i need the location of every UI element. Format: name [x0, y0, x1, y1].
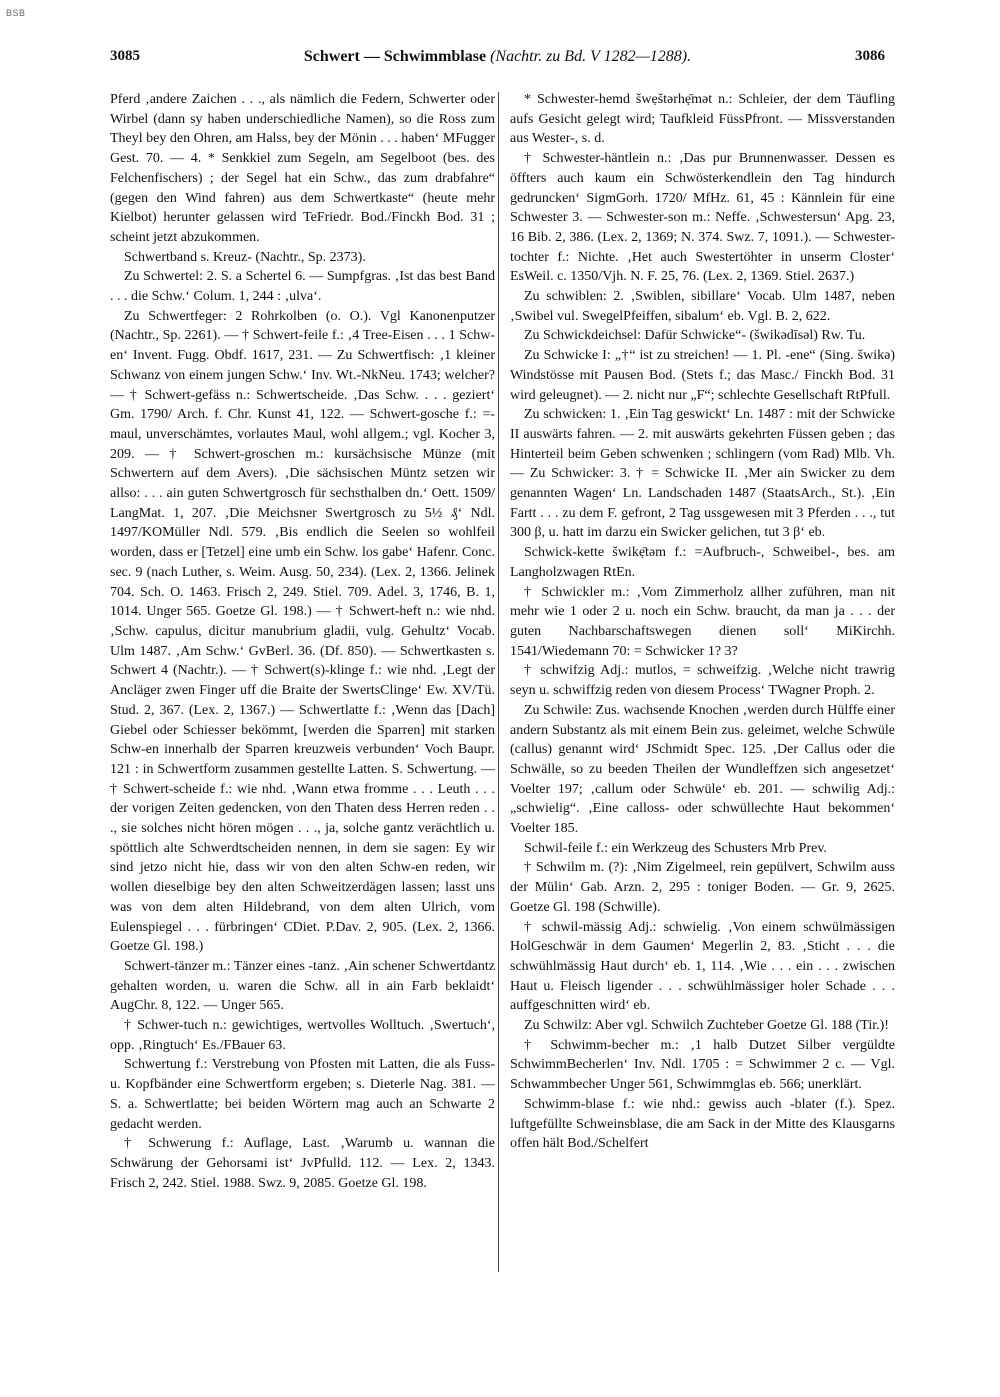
- entry-paragraph: † Schwilm m. (?): ‚Nim Zigelmeel, rein gepülvert, Schwilm auss der Mülin‘ Gab. Arzn. 2, 295 : toniger Boden. — Gr. 9, 2625. Goetze Gl. 198 (Schwille).: [510, 860, 895, 915]
- running-title-note: (Nachtr. zu Bd. V 1282—1288).: [490, 48, 692, 65]
- entry-paragraph: Schwertband s. Kreuz- (Nachtr., Sp. 2373).: [124, 249, 366, 265]
- entry-paragraph: Zu schwicken: 1. ‚Ein Tag geswickt‘ Ln. 1487 : mit der Schwicke II auswärts fahren. — 2. mit auswärts gekehrten Füssen geben ; das Hinterteil beim Geben schwenken ; schlingern (vom Rad) Mlb. Vh. — Zu Schwicker: 3. † = Schwicke II. ‚Mer ain Swicker zu dem genannten Wagen‘ Ln. Landschaden 1487 (StaatsArch., St.). ‚Ein Fartt . . . zu dem F. gefront, 2 Tag ussgewesen mit 3 Pferden . . ., tut 300 β, u. hatt im darzu ein Swicker gelichen, tut 3 β‘ eb.: [510, 407, 895, 541]
- entry-paragraph: Zu Schwile: Zus. wachsende Knochen ‚werden durch Hülffe einer andern Substantz als mit einem Bein zus. geleimet, welche Schwüle (callus) genannt wird‘ JSchmidt Spec. 125. ‚Der Callus oder die Schwälle, so zu beeden Theilen der Wundleffzen sich angesetzet‘ Voelter 197; ‚callum oder Schwüle‘ eb. 201. — schwilig Adj.: „schwielig“. ‚Eine calloss- oder schwüllechte Haut bekommen‘ Voelter 185.: [510, 702, 895, 837]
- entry-paragraph: † Schwickler m.: ‚Vom Zimmerholz allher zuführen, man nit mehr wie 1 oder 2 u. noch ein Schw. braucht, da man ja . . . der guten Nachbarschaftswegen dienen soll‘ MiKirchh. 1541/Wiedemann 70: = Schwicker 1? 3?: [510, 584, 895, 659]
- entry-paragraph: Zu Schwertfeger: 2 Rohrkolben (o. O.). Vgl Kanonenputzer (Nachtr., Sp. 2261). — † Schwert-feile f.: ‚4 Tree-Eisen . . . 1 Schw-en‘ Invent. Fugg. Obdf. 1617, 231. — Zu Schwertfisch: ‚1 kleiner Schwanz von einem jungen Schw.‘ Inv. Wt.-NkNeu. 1743; welcher? — † Schwert-gefäss n.: Schwertscheide. ‚Das Schw. . . . geziert‘ Gm. 1790/ Arch. f. Chr. Kunst 41, 122. — Schwert-gosche f.: =-maul, unverschämtes, vorlautes Maul, wohl allgem.; vgl. Kocher 3, 209. — † Schwert-groschen m.: kursächsische Münze (mit Schwertern auf dem Avers). ‚Die sächsischen Müntz setzen wir allso: . . . ain guten Schwertgrosch für sechsthalben dn.‘ Oett. 1509/ LangMat. 1, 207. ‚Die Meichsner Swertgrosch zu 5½ ₰‘ Ndl. 1497/KOMüller Ndl. 579. ‚Bis endlich die Seelen so wohlfeil worden, dass er [Tetzel] eine umb ein Schw. los gabe‘ Hafenr. Conc. sec. 9 (nach Luther, s. Weim. Ausg. 50, 234). (Lex. 2, 1366. Jelinek 704. Sch. O. 1463. Frisch 2, 249. Stiel. 709. Adel. 3, 1746, B. 1, 1014. Unger 565. Goetze Gl. 198.) — † Schwert-heft n.: wie nhd. ‚Schw. capulus, dicitur manubrium gladii, vulg. Gehultz‘ Vocab. Ulm 1487. ‚Am Schw.‘ GvBerl. 36. (Df. 850). — Schwertkasten s. Schwert 4 (Nachtr.). — † Schwert(s)-klinge f.: wie nhd. ‚Legt der Ancläger zwen Finger uff die Braite der SwertsClinge‘ Ew. XV/Tü. Stud. 2, 367. (Lex. 2, 1367.) — Schwertlatte f.: ‚Wenn das [Dach] Giebel oder Schiesser bekömmt, [werden die Sparren] mit starken Schw-en innerhalb der Sparren kreuzweis verbunden‘ Voch Baupr. 121 : in Schwertform zusammen gestellte Latten. S. Schwertung. — † Schwert-scheide f.: wie nhd. ‚Wann etwa fromme . . . Leuth . . . der vorigen Zeiten gedencken, von den Thaten dess Herren reden . . ., sie solches nicht hören mögen . . ., ja, solche gantz verächtlich u. spöttlich alte Schwerdtscheiden nennen, in dem sie sagen: Ey wir sind jetzo nicht hie, dass wir von den alten Schw-en reden, wir wollen dieselbige bey den alten Schweitzerdägen lassen; lasst uns was von dem alten Hildebrand, von dem alten Ulrich, vom Eulenspiegel . . . fürbringen‘ CDiet. P.Dav. 2, 905. (Lex. 2, 1366. Goetze Gl. 198.): [110, 308, 495, 955]
- page-number-right: 3086: [855, 48, 885, 64]
- entry-paragraph: Zu Schwickdeichsel: Dafür Schwicke“- (šwikədīsəl) Rw. Tu.: [524, 328, 866, 344]
- running-title-main: Schwert — Schwimmblase: [303, 48, 487, 65]
- entry-paragraph: Schwil-feile f.: ein Werkzeug des Schusters Mrb Prev.: [524, 840, 827, 856]
- entry-paragraph: Zu Schwilz: Aber vgl. Schwilch Zuchteber Goetze Gl. 188 (Tir.)!: [524, 1018, 889, 1034]
- library-mark: BSB: [6, 8, 26, 18]
- entry-paragraph: * Schwester-hemd šwẹštərhẹ̄mət n.: Schleier, der dem Täufling aufs Gesicht gelegt wird; Taufkleid FüssPfront. — Missverstanden aus Wester-, s. d.: [510, 92, 895, 147]
- entry-paragraph: † schwil-mässig Adj.: schwielig. ‚Von einem schwülmässigen HolGeschwär in dem Gaumen‘ Megerlin 2, 83. ‚Sticht . . . die schwühlmässig Haut durch‘ eb. 1, 114. ‚Wie . . . ein . . . zwischen Haut u. Fleisch ligender . . . schwühlmässiger holer Schade . . . auffgeschnitten wird‘ eb.: [510, 919, 895, 1014]
- entry-paragraph: † Schwester-häntlein n.: ‚Das pur Brunnenwasser. Dessen es öffters auch kaum ein Schwösterkendlein den Tag hindurch gedruncken‘ SigmGorh. 1720/ MfHz. 61, 45 : Kännlein für eine Schwester 3. — Schwester-son m.: Neffe. ‚Schwestersun‘ Apg. 23, 16 Bib. 2, 386. (Lex. 2, 1369; N. 374. Swz. 7, 1091.). — Schwester-tochter f.: Nichte. ‚Het auch Swestertöhter in unserm Closter‘ EsWeil. c. 1350/Vjh. N. F. 25, 76. (Lex. 2, 1369. Stiel. 2637.): [510, 151, 895, 285]
- right-column: [510, 90, 895, 1154]
- entry-paragraph: Pferd ‚andere Zaichen . . ., als nämlich die Federn, Schwerter oder Wirbel (dann sy haben underschiedliche Namen), so die Ross zum Theyl bey den Ohren, am Halss, bey der Mönin . . . haben‘ MFugger Gest. 70. — 4. * Senkkiel zum Segeln, am Segelboot (bes. des Felchenfischers) ; der Segel hat ein Schw., das zum drabfahre“ (gegen den Wind fahren) aus dem Schwertkaste“ (heute mehr Kielbot) herunter gelassen wird TeFriedr. Bod./Finckh Bod. 31 ; scheint jetzt abzukommen.: [110, 92, 495, 245]
- column-divider: [498, 92, 499, 1272]
- page-header: [110, 48, 885, 70]
- entry-paragraph: † Schwimm-becher m.: ‚1 halb Dutzet Silber vergüldte SchwimmBecherlen‘ Inv. Ndl. 1705 : = Schwimmer 2 c. — Vgl. Schwammbecher Unger 561, Schwimmglas eb. 566; unerklärt.: [510, 1037, 895, 1093]
- running-title: [110, 48, 885, 66]
- entry-paragraph: † Schwer-tuch n.: gewichtiges, wertvolles Wolltuch. ‚Swertuch‘, opp. ‚Ringtuch‘ Es./FBauer 63.: [110, 1018, 495, 1053]
- entry-paragraph: Schwick-kette šwikẹ̄təm f.: =Aufbruch-, Schweibel-, bes. am Langholzwagen RtEn.: [510, 545, 895, 580]
- entry-paragraph: Zu Schwertel: 2. S. a Schertel 6. — Sumpfgras. ‚Ist das best Band . . . die Schw.‘ Colum. 1, 244 : ‚ulva‘.: [110, 269, 495, 305]
- entry-paragraph: Schwertung f.: Verstrebung von Pfosten mit Latten, die als Fuss- u. Kopfbänder eine Schwertform ergeben; s. Dieterle Nag. 381. — S. a. Schwertlatte; bei beiden Wörtern mag auch an Schwarte 2 gedacht werden.: [110, 1057, 495, 1132]
- entry-paragraph: Schwimm-blase f.: wie nhd.: gewiss auch -blater (f.). Spez. luftgefüllte Schweinsblase, die am Sack in der Mitte des Klausgarns offen hält Bod./Schelfert: [510, 1096, 895, 1152]
- entry-paragraph: † schwifzig Adj.: mutlos, = schweifzig. ‚Welche nicht trawrig seyn u. schwiffzig reden von diesem Process‘ TWagner Proph. 2.: [510, 663, 895, 699]
- left-column: [110, 90, 495, 1193]
- entry-paragraph: † Schwerung f.: Auflage, Last. ‚Warumb u. wannan die Schwärung der Gehorsami ist‘ JvPfulld. 112. — Lex. 2, 1343. Frisch 2, 242. Stiel. 1988. Swz. 9, 2085. Goetze Gl. 198.: [110, 1136, 495, 1191]
- entry-paragraph: Schwert-tänzer m.: Tänzer eines -tanz. ‚Ain schener Schwertdantz gehalten worden, u. waren die Schw. all in ain Farb beklaidt‘ AugChr. 8, 122. — Unger 565.: [110, 958, 495, 1014]
- entry-paragraph: Zu Schwicke I: „†“ ist zu streichen! — 1. Pl. -ene“ (Sing. šwikə) Windstösse mit Pausen Bod. (Stets f.; das Masc./ Finckh Bod. 31 wird geleugnet). — 2. nicht nur „F“; schlechte Gesellschaft RtPfull.: [510, 348, 895, 403]
- page-number-left: 3085: [110, 48, 140, 64]
- entry-paragraph: Zu schwiblen: 2. ‚Swiblen, sibillare‘ Vocab. Ulm 1487, neben ‚Swibel vul. SwegelPfeiffen, sibalum‘ eb. Vgl. B. 2, 622.: [510, 289, 895, 324]
